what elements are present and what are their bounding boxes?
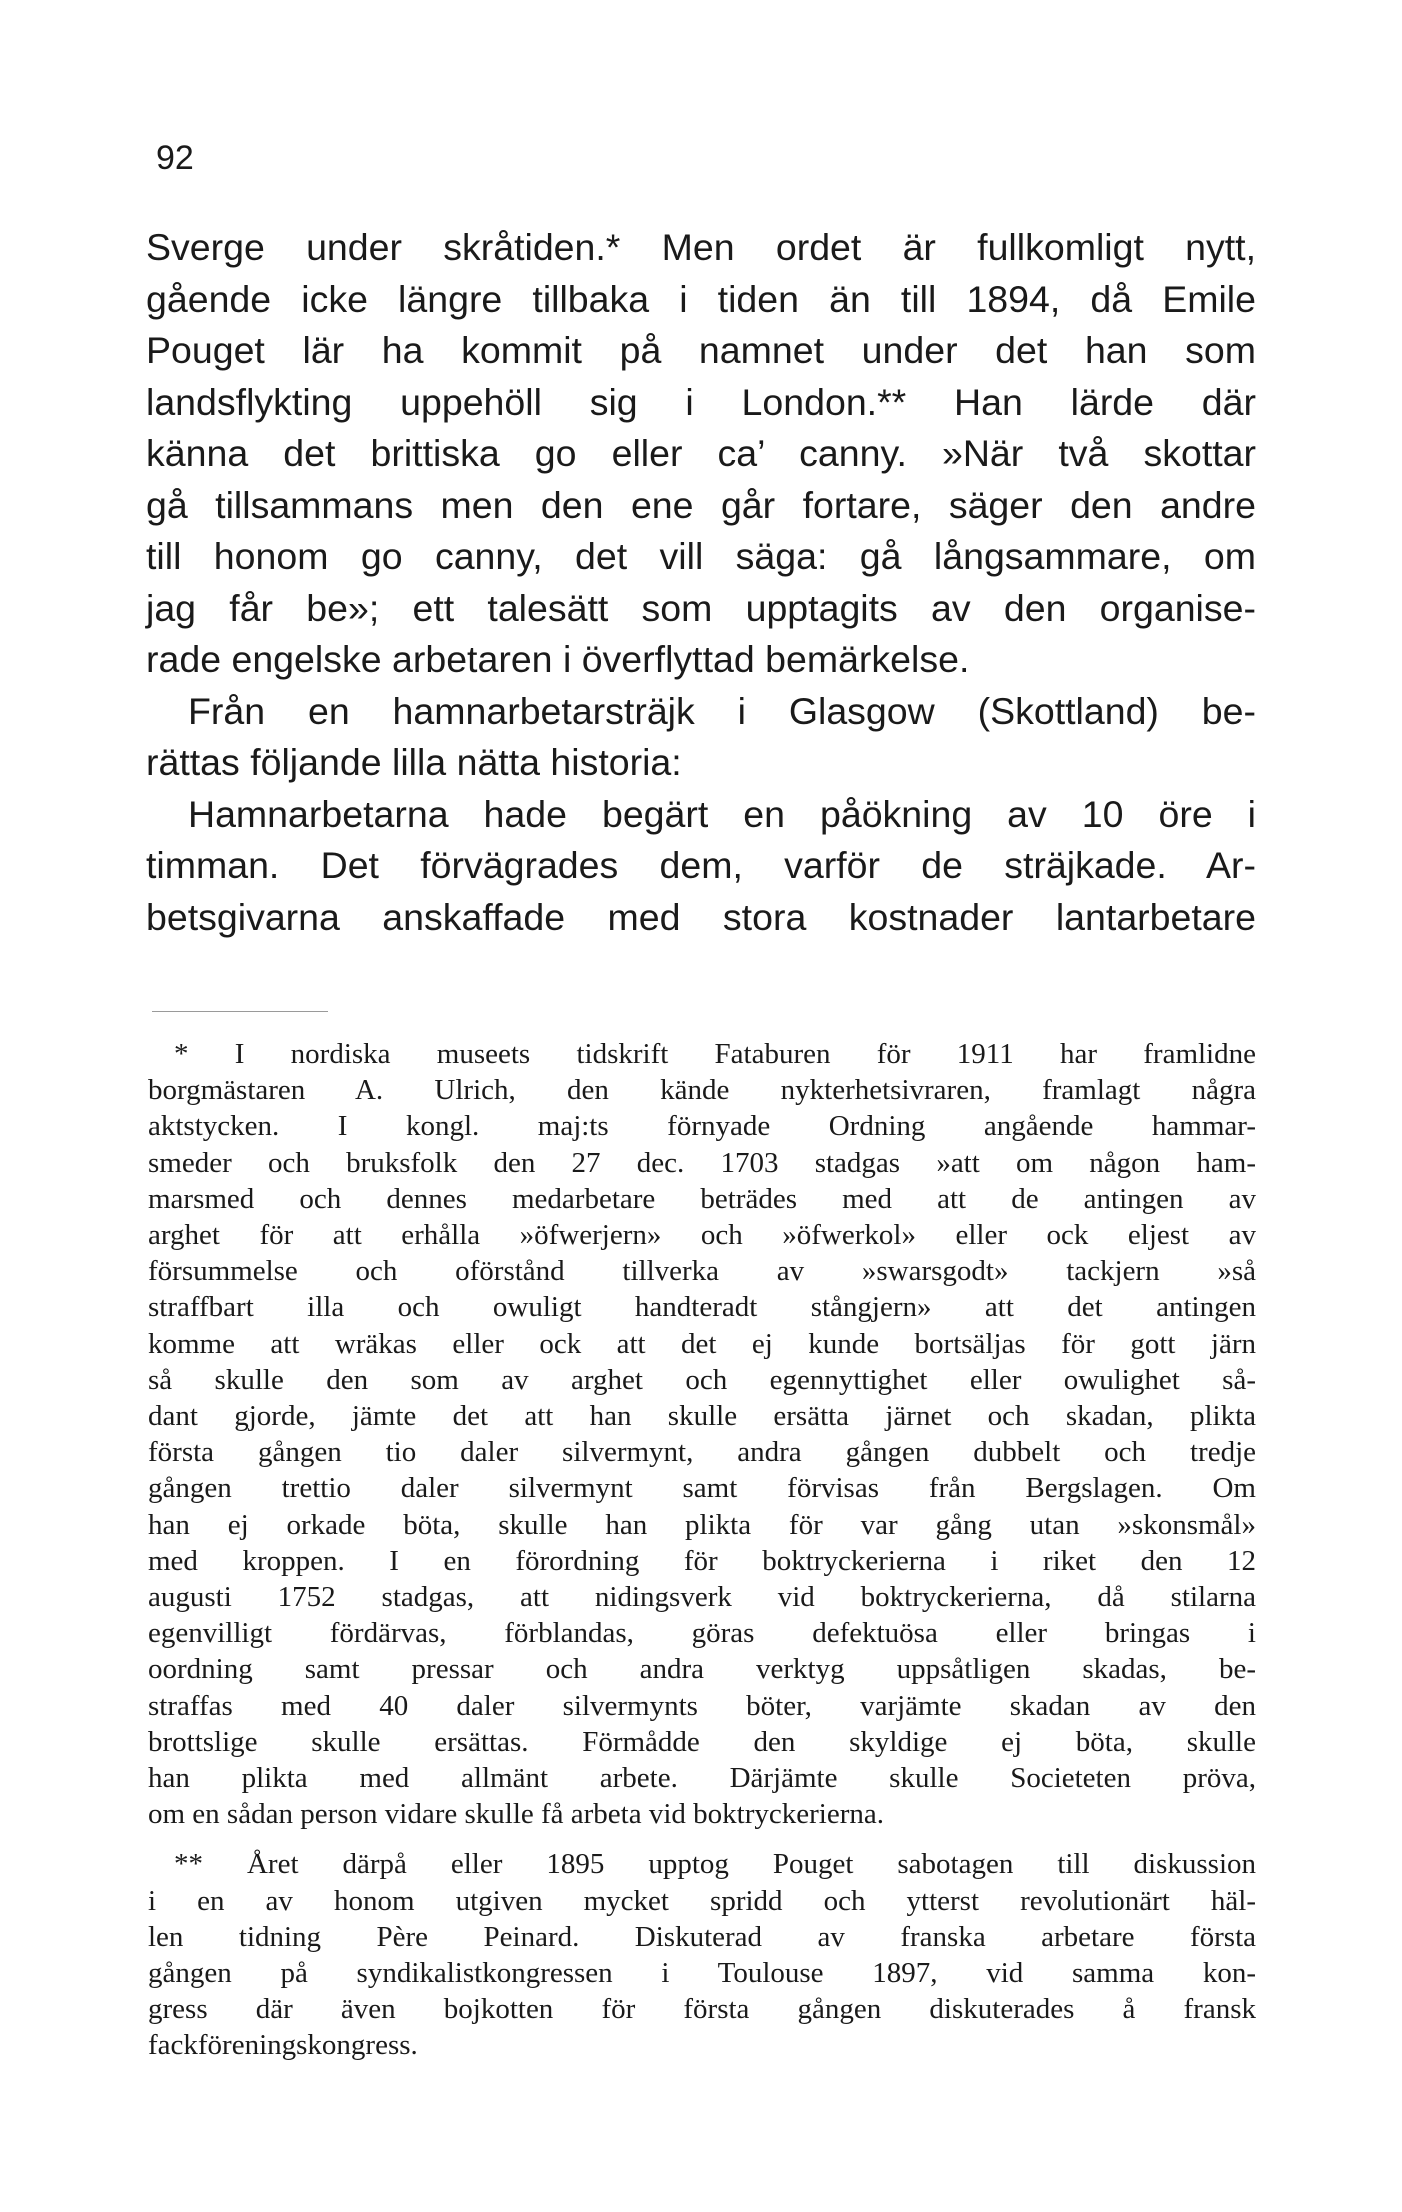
footnote-line: * I nordiska museets tidskrift Fataburen för 1911 har framlidne bbox=[174, 1038, 1256, 1070]
footnote-line: borgmästaren A. Ulrich, den kände nykterhetsivraren, framlagt några bbox=[148, 1074, 1256, 1107]
footnote-line: augusti 1752 stadgas, att nidingsverk vid boktryckerierna, då stilarna bbox=[148, 1581, 1256, 1614]
footnote-line: egenvilligt fördärvas, förblandas, göras defektuösa eller bringas i bbox=[148, 1617, 1256, 1650]
body-line: Hamnarbetarna hade begärt en påökning av 10 öre i bbox=[188, 792, 1256, 835]
footnote-line: försummelse och oförstånd tillverka av »swarsgodt» tackjern »så bbox=[148, 1255, 1256, 1288]
footnote-line: i en av honom utgiven mycket spridd och ytterst revolutionärt häl- bbox=[148, 1884, 1256, 1917]
footnote-line: gången på syndikalistkongressen i Toulouse 1897, vid samma kon- bbox=[148, 1957, 1256, 1990]
footnote-line: komme att wräkas eller ock att det ej kunde bortsäljas för gott järn bbox=[148, 1327, 1256, 1360]
footnote-divider bbox=[152, 1011, 328, 1012]
body-line: betsgivarna anskaffade med stora kostnader lantarbetare bbox=[146, 895, 1256, 938]
body-line: gå tillsammans men den ene går fortare, säger den andre bbox=[146, 483, 1256, 526]
footnote-1 bbox=[148, 1036, 1256, 1832]
body-line: rättas följande lilla nätta historia: bbox=[146, 741, 682, 783]
body-line: till honom go canny, det vill säga: gå långsammare, om bbox=[146, 535, 1256, 577]
body-line: Sverge under skråtiden.* Men ordet är fullkomligt nytt, bbox=[146, 226, 1256, 268]
body-line: känna det brittiska go eller ca’ canny. »När två skottar bbox=[146, 432, 1256, 474]
footnote-line: dant gjorde, jämte det att han skulle ersätta järnet och skadan, plikta bbox=[148, 1400, 1256, 1433]
page-number: 92 bbox=[156, 139, 194, 177]
footnote-line: straffas med 40 daler silvermynts böter, varjämte skadan av den bbox=[148, 1689, 1256, 1722]
footnote-line: gress där även bojkotten för första gången diskuterades å fransk bbox=[148, 1993, 1256, 2026]
body-line: Från en hamnarbetarsträjk i Glasgow (Skottland) be- bbox=[188, 689, 1256, 732]
footnote-line: len tidning Père Peinard. Diskuterad av franska arbetare första bbox=[148, 1920, 1256, 1953]
body-line: gående icke längre tillbaka i tiden än till 1894, då Emile bbox=[146, 277, 1256, 320]
footnote-line: fackföreningskongress. bbox=[148, 2029, 418, 2062]
footnote-line: så skulle den som av arghet och egennyttighet eller owulighet så- bbox=[148, 1363, 1256, 1396]
body-line: timman. Det förvägrades dem, varför de sträjkade. Ar- bbox=[146, 844, 1256, 886]
footnote-line: första gången tio daler silvermynt, andra gången dubbelt och tredje bbox=[148, 1436, 1256, 1469]
footnote-line: han plikta med allmänt arbete. Därjämte skulle Societeten pröva, bbox=[148, 1762, 1256, 1795]
footnote-line: aktstycken. I kongl. maj:ts förnyade Ordning angående hammar- bbox=[148, 1110, 1256, 1143]
footnote-line: ** Året därpå eller 1895 upptog Pouget sabotagen till diskussion bbox=[174, 1848, 1256, 1881]
body-line: Pouget lär ha kommit på namnet under det han som bbox=[146, 329, 1256, 371]
footnote-line: oordning samt pressar och andra verktyg uppsåtligen skadas, be- bbox=[148, 1653, 1256, 1686]
footnote-2 bbox=[148, 1846, 1256, 2063]
body-line: jag får be»; ett talesätt som upptagits av den organise- bbox=[146, 586, 1256, 629]
footnote-line: straffbart illa och owuligt handteradt stångjern» att det antingen bbox=[148, 1291, 1256, 1324]
footnote-gap bbox=[148, 1832, 1256, 1846]
footnote-line: med kroppen. I en förordning för boktryckerierna i riket den 12 bbox=[148, 1544, 1256, 1577]
footnote-line: smeder och bruksfolk den 27 dec. 1703 stadgas »att om någon ham- bbox=[148, 1146, 1256, 1179]
footnote-line: arghet för att erhålla »öfwerjern» och »öfwerkol» eller ock eljest av bbox=[148, 1219, 1256, 1252]
body-line: rade engelske arbetaren i överflyttad bemärkelse. bbox=[146, 638, 970, 680]
footnote-line: marsmed och dennes medarbetare beträdes med att de antingen av bbox=[148, 1182, 1256, 1215]
footnote-line: brottslige skulle ersättas. Förmådde den skyldige ej böta, skulle bbox=[148, 1725, 1256, 1758]
footnote-line: om en sådan person vidare skulle få arbeta vid boktryckerierna. bbox=[148, 1798, 884, 1831]
footnote-line: gången trettio daler silvermynt samt förvisas från Bergslagen. Om bbox=[148, 1472, 1256, 1505]
footnote-line: han ej orkade böta, skulle han plikta för var gång utan »skonsmål» bbox=[148, 1508, 1256, 1541]
body-line: landsflykting uppehöll sig i London.** Han lärde där bbox=[146, 380, 1256, 423]
footnotes bbox=[148, 1036, 1256, 2064]
body-text bbox=[146, 222, 1256, 943]
